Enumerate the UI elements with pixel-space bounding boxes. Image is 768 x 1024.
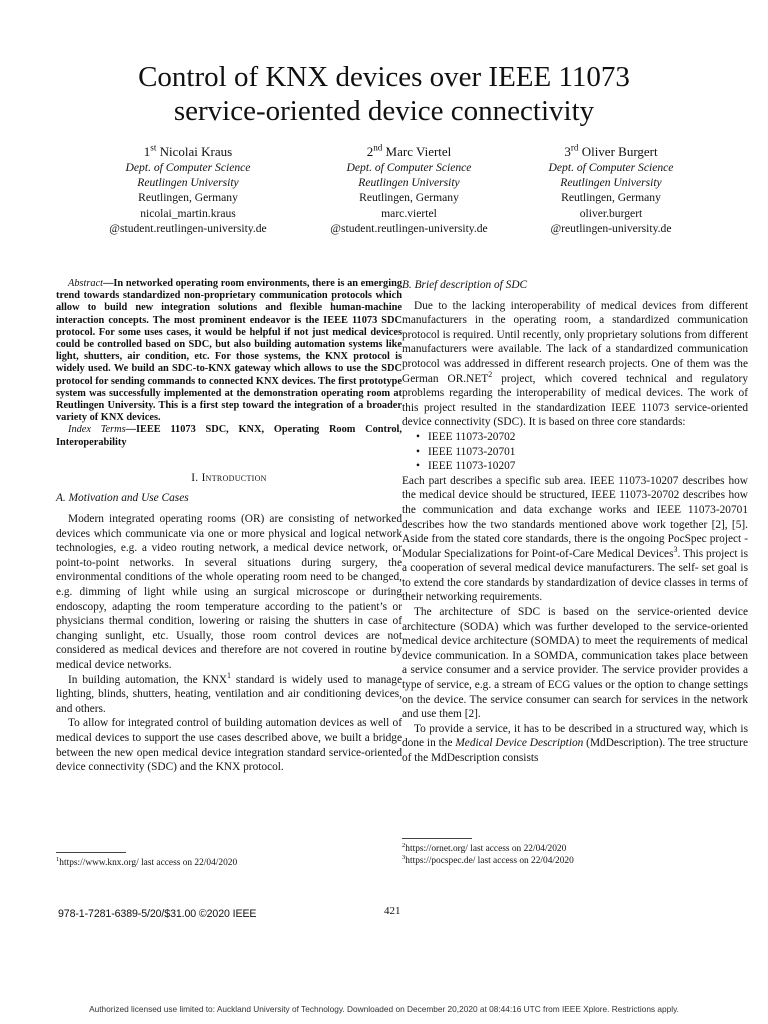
paragraph: Each part describes a specific sub area. IEEE 11073-10207 describes how the medical device should be structured, IEEE 11073-20702 describes how the communication and data exchange works and IEEE 11073-20701 describes how the two standards mentioned above work together [2], [5]. Aside from the stated core standards, there is the ongoing PocSpec project - Modular Specializations for Point-of-Care Medical Devices$^3$. This project is a cooperation of several medical device manufacturers. The self- set goal is to extend the core standards by standardization of device classes in terms of their networking requirements. bbox=[402, 474, 748, 604]
abstract bbox=[56, 278, 402, 424]
author-block-3 bbox=[496, 144, 726, 236]
left-column bbox=[56, 278, 402, 775]
paragraph: To allow for integrated control of building automation devices as well of medical devices to support the use cases described above, we built a bridge between the new open medical device integration standard service-oriented device connectivity (SDC) and the KNX protocol. bbox=[56, 717, 402, 774]
paragraph: In building automation, the KNX$^1$ standard is widely used to manage lighting, blinds, shutters, heating, ventilation and air conditioning devices, and others. bbox=[56, 670, 402, 715]
author-univ: Reutlingen University bbox=[358, 176, 460, 190]
footnotes-left bbox=[56, 852, 402, 869]
author-location: Reutlingen, Germany bbox=[561, 191, 661, 205]
list-item: • IEEE 11073-20701 bbox=[416, 445, 748, 460]
paper-title bbox=[40, 60, 728, 128]
footnote-rule bbox=[56, 852, 126, 853]
standards-list bbox=[402, 430, 748, 474]
index-terms-text: —IEEE 11073 SDC, KNX, Operating Room Control, Interoperability bbox=[56, 424, 402, 448]
footnote-3: $^3$https://pocspec.de/ last access on 22/04/2020 bbox=[402, 853, 574, 866]
author-dept: Dept. of Computer Science bbox=[548, 161, 674, 174]
list-item: • IEEE 11073-20702 bbox=[416, 430, 748, 445]
footnote-1: $^1$https://www.knx.org/ last access on 22/04/2020 bbox=[56, 855, 238, 868]
paragraph: Modern integrated operating rooms (OR) are consisting of networked devices which communicate via one or more physical and logical network technologies, e.g. a video routing network, a medical device network, or point-to-point networks. In several situations during surgery, the environmental conditions of the whole operating room need to be changed, e.g. dimming of light while using an surgical microscope or during endoscopy, adapting the room temperature according to the patient’s or physicians thermal condition, lowering or raising the shutters in case of changing sunlight, etc. Usually, those room control devices are not considered as medical devices and therefore are not covered in routine by medical device networks. bbox=[56, 513, 402, 671]
author-name: 2nd Marc Viertel bbox=[366, 142, 452, 159]
page-number: 421 bbox=[384, 905, 401, 917]
footnote-rule bbox=[402, 838, 472, 839]
author-block-2 bbox=[294, 144, 524, 236]
title-line-2: service-oriented device connectivity bbox=[173, 95, 595, 127]
footnotes-right bbox=[402, 838, 748, 867]
author-location: Reutlingen, Germany bbox=[138, 191, 238, 205]
index-terms-label: Index Terms bbox=[68, 424, 126, 436]
right-column bbox=[402, 278, 748, 766]
license-notice: Authorized licensed use limited to: Auckland University of Technology. Downloaded on December 20,2020 at 08:44:16 UTC from IEEE Xplore. Restrictions apply. bbox=[89, 1004, 679, 1014]
abstract-label: Abstract bbox=[68, 278, 104, 289]
paragraph: The architecture of SDC is based on the service-oriented device architecture (SODA) which was further developed to the service-oriented medical device architecture (SOMDA) to meet the requirements of medical device communication. In a SOMDA, communication takes place between a service consumer and a service provider. The service provider provides a type of service, e.g. a stream of ECG values or the option to change settings on the device. The service consumer can search for services in the network and use them [2]. bbox=[402, 606, 748, 721]
author-dept: Dept. of Computer Science bbox=[125, 161, 251, 174]
author-location: Reutlingen, Germany bbox=[359, 191, 459, 205]
section-heading: I. Introduction bbox=[191, 471, 267, 484]
subsection-heading-a: A. Motivation and Use Cases bbox=[56, 492, 189, 505]
paragraph: Due to the lacking interoperability of medical devices from different manufacturers in the operating room, a standardized communication protocol is required. Until recently, only proprietary solutions from different manufacturers were available. The lack of a standardized communication protocol was addressed in different research projects. One of them was the German OR.NET$^2$ project, which covered technical and regulatory problems regarding the interoperability of medical devices. The work of this project resulted in the standardization IEEE 11073 service-oriented device connectivity (SDC). It is based on three core standards: bbox=[402, 299, 749, 429]
list-item: • IEEE 11073-10207 bbox=[416, 459, 748, 474]
author-univ: Reutlingen University bbox=[137, 176, 239, 190]
footnote-2: $^2$https://ornet.org/ last access on 22/04/2020 bbox=[402, 841, 567, 854]
author-dept: Dept. of Computer Science bbox=[346, 161, 472, 174]
author-block-1 bbox=[73, 144, 303, 236]
author-name: 1st Nicolai Kraus bbox=[143, 142, 233, 159]
title-line-1: Control of KNX devices over IEEE 11073 bbox=[138, 61, 630, 93]
subsection-heading-b: B. Brief description of SDC bbox=[402, 279, 528, 291]
author-email-domain: @student.reutlingen-university.de bbox=[109, 221, 267, 235]
author-email: nicolai_martin.kraus bbox=[140, 206, 236, 220]
paragraph: To provide a service, it has to be described in a structured way, which is done in the Medical Device Description (MdDescription). The tree structure of the MdDescription consists bbox=[402, 722, 748, 764]
author-univ: Reutlingen University bbox=[560, 176, 662, 190]
author-email-domain: @student.reutlingen-university.de bbox=[330, 221, 488, 235]
author-email-domain: @reutlingen-university.de bbox=[550, 221, 672, 235]
isbn-line: 978-1-7281-6389-5/20/$31.00 ©2020 IEEE bbox=[58, 908, 257, 920]
index-terms bbox=[56, 424, 402, 448]
author-email: marc.viertel bbox=[381, 206, 437, 220]
abstract-text: —In networked operating room environments, there is an emerging trend towards standardized non-proprietary communication protocols which allow to build new integration solutions and flexible human-machine interaction concepts. The most prominent endeavor is the IEEE 11073 SDC protocol. For some uses cases, it would be helpful if not just medical devices could be controlled based on SDC, but also building automation systems like light, shutters, air condition, etc. For those systems, the KNX protocol is widely used. We build an SDC-to-KNX gateway which allows to use the SDC protocol for sending commands to connected KNX devices. The first prototype system was successfully implemented at the demonstration operating room at Reutlingen University. This is a first step toward the integration of a broader variety of KNX devices. bbox=[56, 278, 402, 424]
author-email: oliver.burgert bbox=[579, 206, 643, 220]
author-name: 3rd Oliver Burgert bbox=[564, 142, 658, 159]
